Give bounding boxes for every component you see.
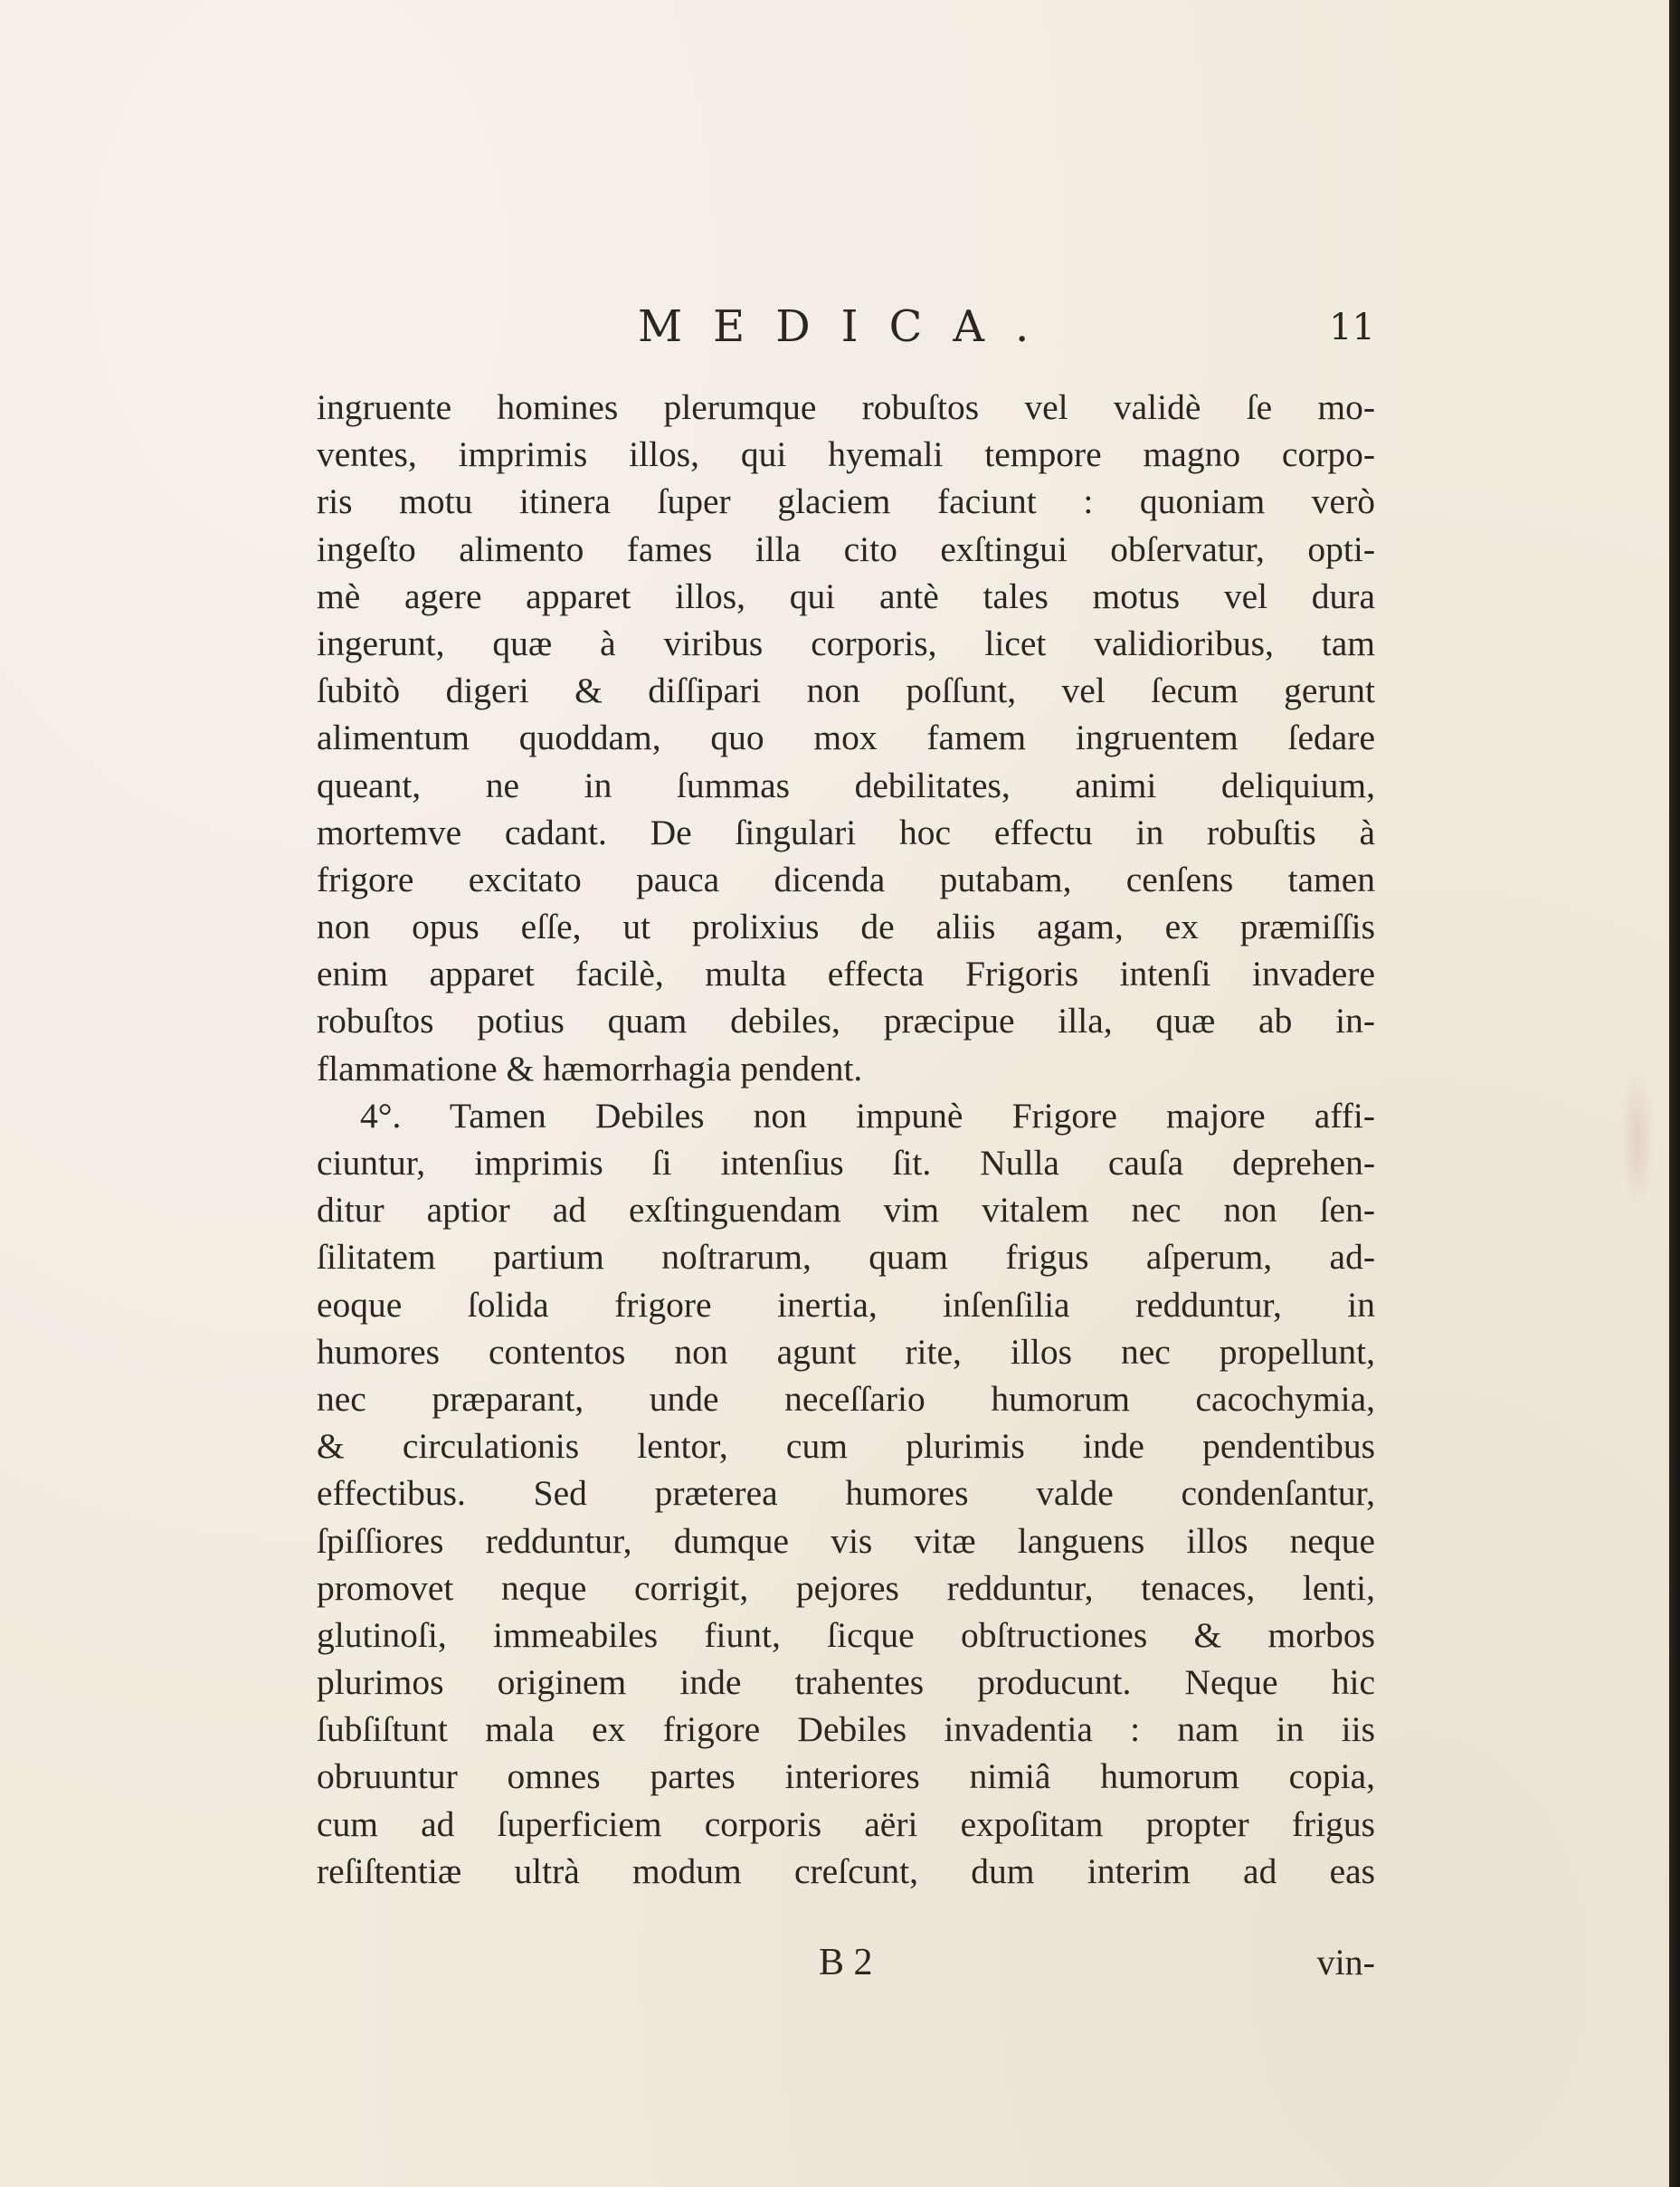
text-line: alimentum quoddam, quo mox famem ingruentem ſedare: [317, 718, 1375, 758]
running-title: MEDICA.: [638, 301, 1060, 352]
text-line: ſubſiſtunt mala ex frigore Debiles invadentia : nam in iis: [317, 1709, 1375, 1750]
text-line: humores contentos non agunt rite, illos nec propellunt,: [317, 1331, 1375, 1372]
signature-mark: B 2: [819, 1942, 873, 1983]
page-footer: [317, 1941, 1375, 1995]
text-line: reſiſtentiæ ultrà modum creſcunt, dum interim ad eas: [317, 1850, 1375, 1891]
text-line: nec præparant, unde neceſſario humorum cacochymia,: [317, 1378, 1375, 1419]
paper-stain: [1619, 1068, 1656, 1212]
text-line: ſilitatem partium noſtrarum, quam frigus aſperum, ad-: [317, 1237, 1375, 1278]
body-text: [317, 384, 1375, 1895]
text-line: enim apparet facilè, multa effecta Frigoris intenſi invadere: [317, 954, 1375, 994]
text-line: mè agere apparet illos, qui antè tales motus vel dura: [317, 575, 1375, 616]
page-number: 11: [1329, 307, 1375, 348]
text-line: queant, ne in ſummas debilitates, animi deliquium,: [317, 765, 1375, 805]
text-line: effectibus. Sed præterea humores valde condenſantur,: [317, 1473, 1375, 1514]
text-line: ingeſto alimento fames illa cito exſtingui obſervatur, opti-: [317, 528, 1375, 569]
text-line: ventes, imprimis illos, qui hyemali tempore magno corpo-: [317, 434, 1375, 475]
text-line: obruuntur omnes partes interiores nimiâ humorum copia,: [317, 1756, 1375, 1797]
text-line: ditur aptior ad exſtinguendam vim vitalem nec non ſen-: [317, 1190, 1375, 1231]
text-line: mortemve cadant. De ſingulari hoc effectu in robuſtis à: [317, 812, 1375, 852]
page-header: [317, 301, 1375, 356]
catchword: vin-: [1316, 1942, 1375, 1983]
paragraph-start-line: 4°. Tamen Debiles non impunè Frigore majore affi-: [360, 1095, 1375, 1136]
text-line: promovet neque corrigit, pejores redduntur, tenaces, lenti,: [317, 1567, 1375, 1608]
text-line: ingerunt, quæ à viribus corporis, licet validioribus, tam: [317, 623, 1375, 663]
binding-edge: [1669, 0, 1680, 2187]
text-line: frigore excitato pauca dicenda putabam, cenſens tamen: [317, 859, 1375, 899]
paragraph-end-line: flammatione & hæmorrhagia pendent.: [317, 1048, 863, 1089]
text-line: ſubitò digeri & diſſipari non poſſunt, vel ſecum gerunt: [317, 670, 1375, 711]
text-line: ingruente homines plerumque robuſtos vel validè ſe mo-: [317, 387, 1375, 427]
text-line: non opus eſſe, ut prolixius de aliis agam, ex præmiſſis: [317, 907, 1375, 947]
text-line: ciuntur, imprimis ſi intenſius ſit. Nulla cauſa deprehen-: [317, 1143, 1375, 1183]
text-line: eoque ſolida frigore inertia, inſenſilia redduntur, in: [317, 1284, 1375, 1325]
text-line: ſpiſſiores redduntur, dumque vis vitæ languens illos neque: [317, 1520, 1375, 1561]
text-line: glutinoſi, immeabiles fiunt, ſicque obſtructiones & morbos: [317, 1614, 1375, 1655]
text-line: plurimos originem inde trahentes producunt. Neque hic: [317, 1662, 1375, 1703]
text-line: & circulationis lentor, cum plurimis inde pendentibus: [317, 1426, 1375, 1467]
text-line: robuſtos potius quam debiles, præcipue illa, quæ ab in-: [317, 1001, 1375, 1041]
text-line: cum ad ſuperficiem corporis aëri expoſitam propter frigus: [317, 1803, 1375, 1844]
text-line: ris motu itinera ſuper glaciem faciunt : quoniam verò: [317, 481, 1375, 522]
